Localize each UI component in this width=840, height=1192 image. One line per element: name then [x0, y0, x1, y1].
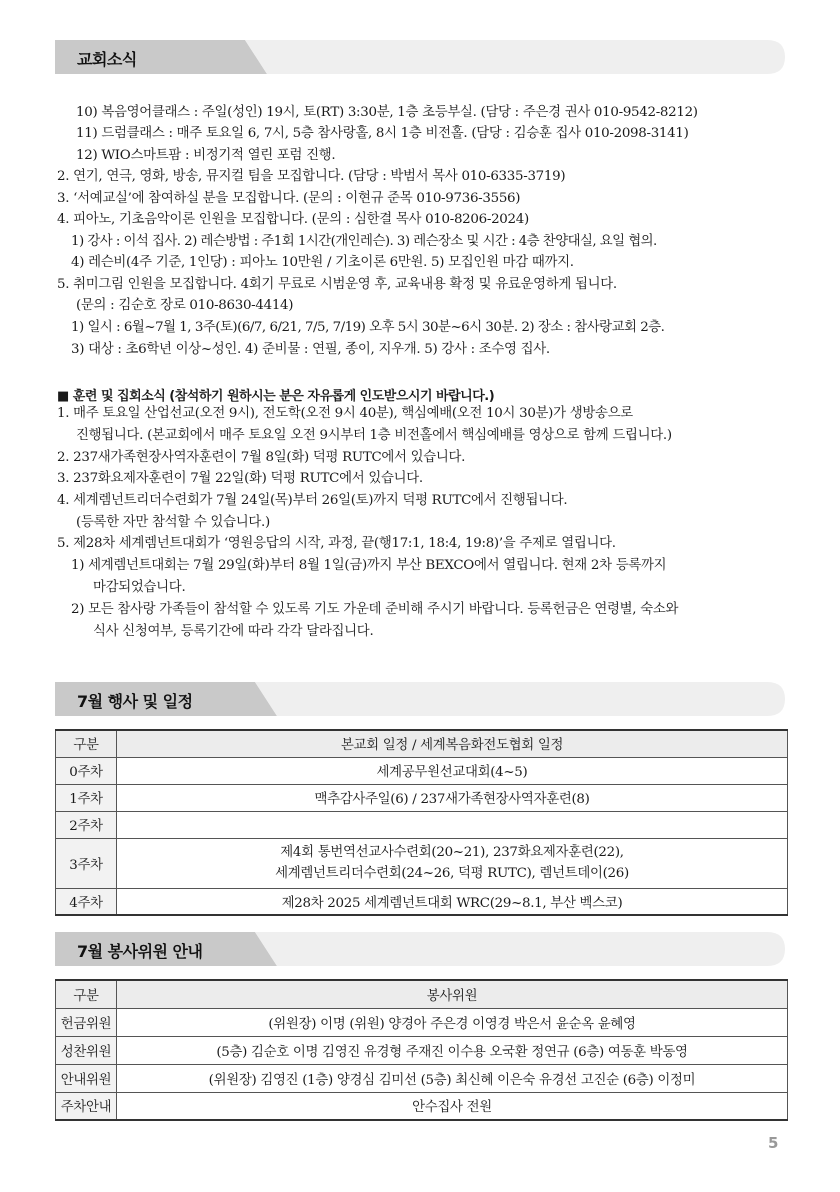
training-line: (등록한 자만 참석할 수 있습니다.): [76, 515, 270, 530]
event-cell: 맥추감사주일(6) / 237새가족현장사역자훈련(8): [117, 784, 788, 811]
table-header-cell: 봉사위원: [117, 980, 788, 1008]
training-line: 5. 제28차 세계렘넌트대회가 ‘영원응답의 시작, 과정, 끝(행17:1, 18:4, 19:8)’을 주제로 열립니다.: [57, 536, 616, 551]
training-line: 1. 매주 토요일 산업선교(오전 9시), 전도학(오전 9시 40분), 핵심예배(오전 10시 30분)가 생방송으로: [57, 406, 633, 421]
role-cell: 성찬위원: [56, 1036, 117, 1064]
section-header-july-events: [55, 682, 785, 716]
training-line: 4. 세계렘넌트리더수련회가 7월 24일(목)부터 26일(토)까지 덕평 RUTC에서 진행됩니다.: [57, 493, 568, 508]
role-cell: 헌금위원: [56, 1008, 117, 1036]
table-header-cell: 구분: [56, 980, 117, 1008]
training-header: ■ 훈련 및 집회소식 (참석하기 원하시는 분은 자유롭게 인도받으시기 바랍니다.): [57, 389, 495, 404]
news-line: 3. ‘서예교실’에 참여하실 분을 모집합니다. (문의 : 이현규 준목 010-9736-3556): [57, 191, 521, 206]
table-header-row: [56, 730, 788, 757]
table-row: [56, 1064, 788, 1092]
table-row: [56, 838, 788, 888]
servers-table: [55, 979, 788, 1121]
week-cell: 2주차: [56, 811, 117, 838]
news-line: 12) WIO스마트팜 : 비정기적 열린 포럼 진행.: [76, 148, 336, 163]
table-header-cell: 본교회 일정 / 세계복음화전도협회 일정: [117, 730, 788, 757]
table-row: [56, 1092, 788, 1120]
page-number: 5: [768, 1134, 779, 1152]
event-cell: [117, 838, 788, 888]
news-line: 5. 취미그림 인원을 모집합니다. 4회기 무료로 시범운영 후, 교육내용 확정 및 유료운영하게 됩니다.: [57, 277, 617, 292]
news-line: 4) 레슨비(4주 기준, 1인당) : 피아노 10만원 / 기초이론 6만원. 5) 모집인원 마감 때까지.: [71, 255, 574, 270]
training-line: 2. 237새가족현장사역자훈련이 7월 8일(화) 덕평 RUTC에서 있습니다.: [57, 450, 466, 465]
table-header-cell: 구분: [56, 730, 117, 757]
section-title: 7월 행사 및 일정: [77, 692, 193, 711]
table-row: [56, 888, 788, 915]
section-header-july-servers: [55, 932, 785, 966]
names-cell: (5층) 김순호 이명 김영진 유경형 주재진 이수용 오국환 정연규 (6층) 여동훈 박동영: [117, 1036, 788, 1064]
role-cell: 안내위원: [56, 1064, 117, 1092]
role-cell: 주차안내: [56, 1092, 117, 1120]
section-header-shape: [55, 40, 785, 74]
week-cell: 1주차: [56, 784, 117, 811]
names-cell: 안수집사 전원: [117, 1092, 788, 1120]
week-cell: 3주차: [56, 838, 117, 888]
section-title: 교회소식: [77, 50, 137, 69]
event-cell: 제28차 2025 세계렘넌트대회 WRC(29~8.1, 부산 벡스코): [117, 888, 788, 915]
week-cell: 0주차: [56, 757, 117, 784]
section-title: 7월 봉사위원 안내: [77, 942, 203, 961]
news-line: 10) 복음영어클래스 : 주일(성인) 19시, 토(RT) 3:30분, 1층 초등부실. (담당 : 주은경 권사 010-9542-8212): [76, 105, 698, 120]
news-line: (문의 : 김순호 장로 010-8630-4414): [76, 298, 294, 313]
event-cell: 세계공무원선교대회(4~5): [117, 757, 788, 784]
training-line: 진행됩니다. (본교회에서 매주 토요일 오전 9시부터 1층 비전홀에서 핵심예배를 영상으로 함께 드립니다.): [76, 428, 672, 443]
news-line: 3) 대상 : 초6학년 이상~성인. 4) 준비물 : 연필, 종이, 지우개. 5) 강사 : 조수영 집사.: [71, 342, 550, 357]
table-row: [56, 811, 788, 838]
training-line: 1) 세계렘넌트대회는 7월 29일(화)부터 8월 1일(금)까지 부산 BEXCO에서 열립니다. 현재 2차 등록까지: [71, 558, 667, 573]
news-line: 2. 연기, 연극, 영화, 방송, 뮤지컬 팀을 모집합니다. (담당 : 박범서 목사 010-6335-3719): [57, 169, 566, 184]
news-line: 4. 피아노, 기초음악이론 인원을 모집합니다. (문의 : 심한결 목사 010-8206-2024): [57, 212, 529, 227]
news-line: 1) 일시 : 6월~7월 1, 3주(토)(6/7, 6/21, 7/5, 7/19) 오후 5시 30분~6시 30분. 2) 장소 : 참사랑교회 2층.: [71, 320, 665, 335]
table-row: [56, 757, 788, 784]
training-line: 2) 모든 참사랑 가족들이 참석할 수 있도록 기도 가운데 준비해 주시기 바랍니다. 등록헌금은 연령별, 숙소와: [71, 602, 679, 617]
table-row: [56, 1036, 788, 1064]
news-line: 1) 강사 : 이석 집사. 2) 레슨방법 : 주1회 1시간(개인레슨). 3) 레슨장소 및 시간 : 4층 찬양대실, 요일 협의.: [71, 234, 657, 249]
table-row: [56, 1008, 788, 1036]
event-line: 세계렘넌트리더수련회(24~26, 덕평 RUTC), 렘넌트데이(26): [275, 866, 629, 881]
training-line: 식사 신청여부, 등록기간에 따라 각각 달라집니다.: [93, 624, 374, 639]
event-cell: [117, 811, 788, 838]
training-line: 3. 237화요제자훈련이 7월 22일(화) 덕평 RUTC에서 있습니다.: [57, 471, 423, 486]
week-cell: 4주차: [56, 888, 117, 915]
schedule-table: [55, 729, 788, 916]
names-cell: (위원장) 김영진 (1층) 양경심 김미선 (5층) 최신혜 이은숙 유경선 고진순 (6층) 이정미: [117, 1064, 788, 1092]
section-header-church-news: [55, 40, 785, 74]
table-row: [56, 784, 788, 811]
table-header-row: [56, 980, 788, 1008]
training-line: 마감되었습니다.: [93, 580, 186, 595]
event-line: 제4회 통번역선교사수련회(20~21), 237화요제자훈련(22),: [280, 845, 624, 860]
names-cell: (위원장) 이명 (위원) 양경아 주은경 이영경 박은서 윤순옥 윤혜영: [117, 1008, 788, 1036]
news-line: 11) 드럼클래스 : 매주 토요일 6, 7시, 5층 참사랑홀, 8시 1층 비전홀. (담당 : 김승훈 집사 010-2098-3141): [76, 126, 689, 141]
